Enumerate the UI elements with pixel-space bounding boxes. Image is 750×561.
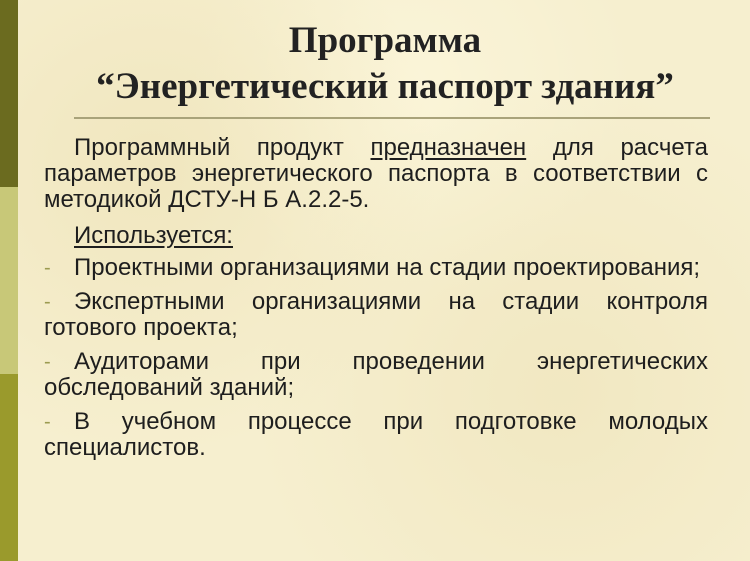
list-item [44,289,708,341]
list-item [44,255,708,281]
list-item-text: Экспертными организациями на стадии контроля готового проекта; [44,288,708,341]
bullet-dash: - [44,411,51,433]
uses-heading: Используется: [74,222,233,249]
slide-body [44,135,708,469]
intro-underlined: предназначен [370,134,527,161]
list-item-text: Аудиторами при проведении энергетических обследований зданий; [44,348,708,401]
intro-paragraph [44,135,708,213]
slide-title-line1: Программа [288,20,482,61]
bullet-dash: - [44,291,51,313]
left-stripe-middle [0,187,18,374]
list-item [44,349,708,401]
title-divider [74,117,710,119]
bullet-dash: - [44,257,51,279]
list-item-text: В учебном процессе при подготовке молодых специалистов. [44,408,708,461]
bullet-dash: - [44,351,51,373]
list-item-text: Проектными организациями на стадии проектирования; [74,254,701,281]
left-stripe-top [0,0,18,187]
slide-title-line2: “Энергетический паспорт здания” [96,66,674,107]
intro-after: для расчета параметров энергетического паспорта в соответствии с методикой ДСТУ-Н Б А.2.2-5. [44,134,708,213]
list-item [44,409,708,461]
intro-before: Программный продукт [74,134,371,161]
left-stripe-bottom [0,374,18,561]
